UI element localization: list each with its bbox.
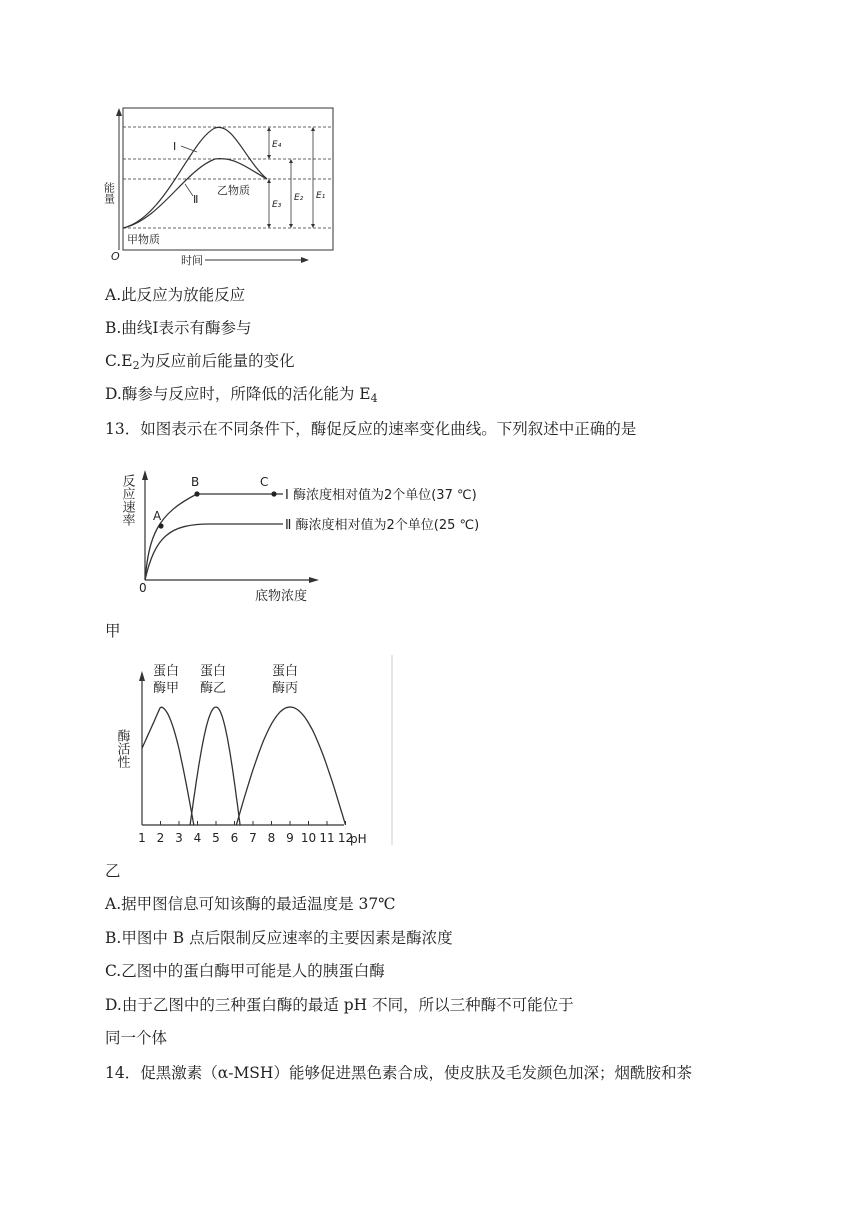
q13-option-d-continuation: 同一个体 — [105, 1029, 168, 1047]
x-axis-label: 底物浓度 — [255, 589, 308, 604]
figure-yi — [112, 655, 402, 855]
curve-1-label: Ⅰ — [173, 140, 177, 153]
q12-option-d[interactable]: D.酶参与反应时，所降低的活化能为 $E_4$ — [105, 385, 378, 405]
x-tick-label: 4 — [193, 831, 202, 845]
substance-b-label: 乙物质 — [217, 184, 250, 197]
y-axis-label: 酶活性 — [114, 729, 130, 768]
enzyme-1-curve — [142, 707, 194, 825]
point-b — [194, 491, 199, 496]
figure-yi-caption: 乙 — [105, 862, 121, 880]
x-axis-label: 时间 — [181, 254, 203, 267]
e4-label: E₄ — [272, 140, 282, 150]
x-tick-label: 3 — [175, 831, 183, 845]
energy-diagram — [102, 100, 345, 270]
curve-1-label: Ⅰ 酶浓度相对值为2个单位(37 ℃) — [285, 488, 477, 503]
x-tick-label: 12 — [337, 831, 354, 845]
figure-jia-caption: 甲 — [105, 622, 121, 640]
curve-2-label: Ⅱ 酶浓度相对值为2个单位(25 ℃) — [285, 518, 480, 533]
x-axis-label: pH — [350, 832, 367, 846]
x-tick-label: 1 — [138, 831, 146, 845]
y-axis-label-1: 能量 — [102, 182, 116, 204]
e3-label: E₃ — [272, 200, 282, 210]
point-c-label: C — [260, 475, 269, 489]
x-tick-label: 11 — [319, 831, 335, 845]
enzyme-3-label-2: 酶丙 — [272, 681, 299, 696]
point-c — [271, 491, 276, 496]
enzyme-2-label-1: 蛋白 — [200, 664, 227, 679]
y-axis-label: 反应速率 — [119, 474, 135, 526]
curve-2-label: Ⅱ — [193, 193, 199, 206]
q12-option-a[interactable]: A.此反应为放能反应 — [105, 286, 246, 304]
x-tick-label: 10 — [300, 831, 317, 845]
q12-option-b[interactable]: B.曲线Ⅰ表示有酶参与 — [105, 319, 252, 337]
curve-1 — [123, 127, 267, 228]
x-tick-label: 2 — [156, 831, 165, 845]
point-b-label: B — [191, 475, 200, 489]
figure-jia — [115, 466, 535, 606]
enzyme-2-label-2: 酶乙 — [200, 681, 227, 696]
q13-option-a[interactable]: A.据甲图信息可知该酶的最适温度是 37℃ — [105, 895, 396, 913]
point-a-label: A — [153, 509, 162, 523]
enzyme-3-label-1: 蛋白 — [272, 664, 299, 679]
q14-stem: 14．促黑激素（α-MSH）能够促进黑色素合成，使皮肤及毛发颜色加深；烟酰胺和茶 — [105, 1064, 692, 1082]
x-axis-tick-labels — [138, 831, 353, 845]
q13-option-d[interactable]: D.由于乙图中的三种蛋白酶的最适 pH 不同，所以三种酶不可能位于 — [105, 996, 574, 1014]
curve-1-line — [145, 494, 283, 580]
x-tick-label: 7 — [249, 831, 257, 845]
x-tick-label: 5 — [212, 831, 220, 845]
q12-option-c[interactable]: $C.E_2$为反应前后能量的变化 — [105, 352, 295, 372]
q13-stem: 13．如图表示在不同条件下，酶促反应的速率变化曲线。下列叙述中正确的是 — [105, 420, 637, 438]
q13-option-c[interactable]: C.乙图中的蛋白酶甲可能是人的胰蛋白酶 — [105, 962, 385, 980]
enzyme-1-label-2: 酶甲 — [153, 681, 180, 696]
x-tick-label: 9 — [286, 831, 294, 845]
curve-2-line — [145, 524, 283, 580]
enzyme-3-curve — [236, 707, 345, 825]
x-tick-label: 8 — [267, 831, 276, 845]
substance-a-label: 甲物质 — [127, 233, 160, 246]
origin-label: 0 — [139, 581, 147, 595]
origin-label: O — [111, 250, 120, 263]
e2-label: E₂ — [294, 193, 304, 203]
x-tick-label: 6 — [230, 831, 239, 845]
q13-option-b[interactable]: B.甲图中 B 点后限制反应速率的主要因素是酶浓度 — [105, 929, 453, 947]
enzyme-1-label-1: 蛋白 — [153, 664, 180, 679]
point-a — [158, 523, 163, 528]
e1-label: E₁ — [316, 191, 326, 201]
enzyme-2-curve — [190, 707, 240, 825]
